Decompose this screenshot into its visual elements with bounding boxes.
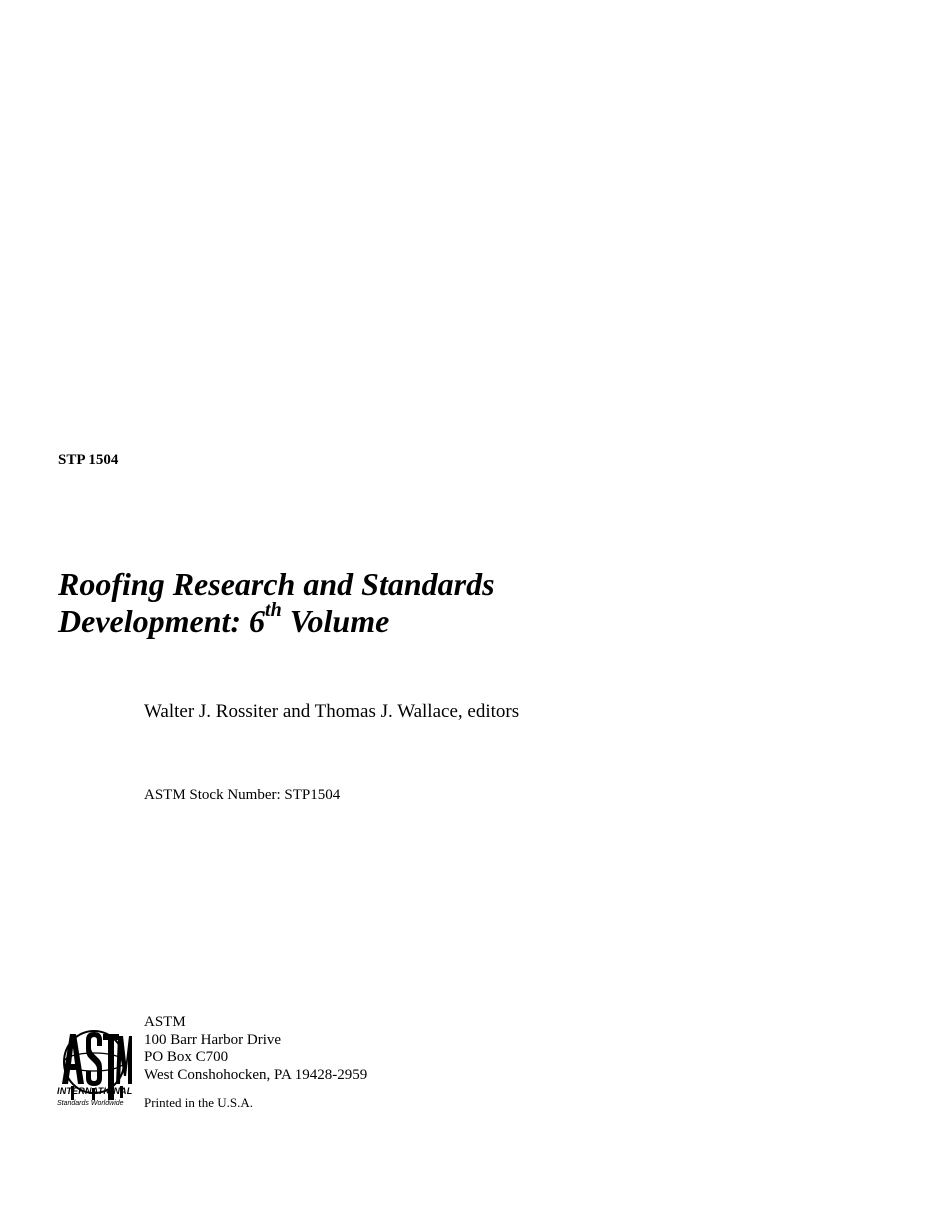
publisher-city: West Conshohocken, PA 19428-2959 — [144, 1066, 368, 1083]
book-title-line-2-prefix: Development: 6 — [58, 603, 266, 639]
editors-line: Walter J. Rossiter and Thomas J. Wallace, editors — [144, 701, 520, 722]
publisher-address — [144, 1014, 367, 1084]
publisher-name: ASTM — [144, 1014, 186, 1030]
publisher-po-box: PO Box C700 — [144, 1049, 229, 1065]
book-title — [58, 566, 495, 640]
stock-number: ASTM Stock Number: STP1504 — [144, 787, 341, 803]
printed-in: Printed in the U.S.A. — [144, 1095, 254, 1110]
publisher-street: 100 Barr Harbor Drive — [144, 1031, 282, 1048]
book-title-line-1: Roofing Research and Standards — [58, 566, 495, 602]
book-title-line-2-suffix: Volume — [281, 603, 390, 639]
book-title-line-2 — [58, 599, 495, 640]
book-title-superscript: th — [265, 599, 282, 622]
logo-tagline: Standards Worldwide — [57, 1100, 124, 1107]
logo-wordmark-international: INTERNATIONAL — [57, 1086, 133, 1096]
stp-number: STP 1504 — [58, 452, 119, 468]
